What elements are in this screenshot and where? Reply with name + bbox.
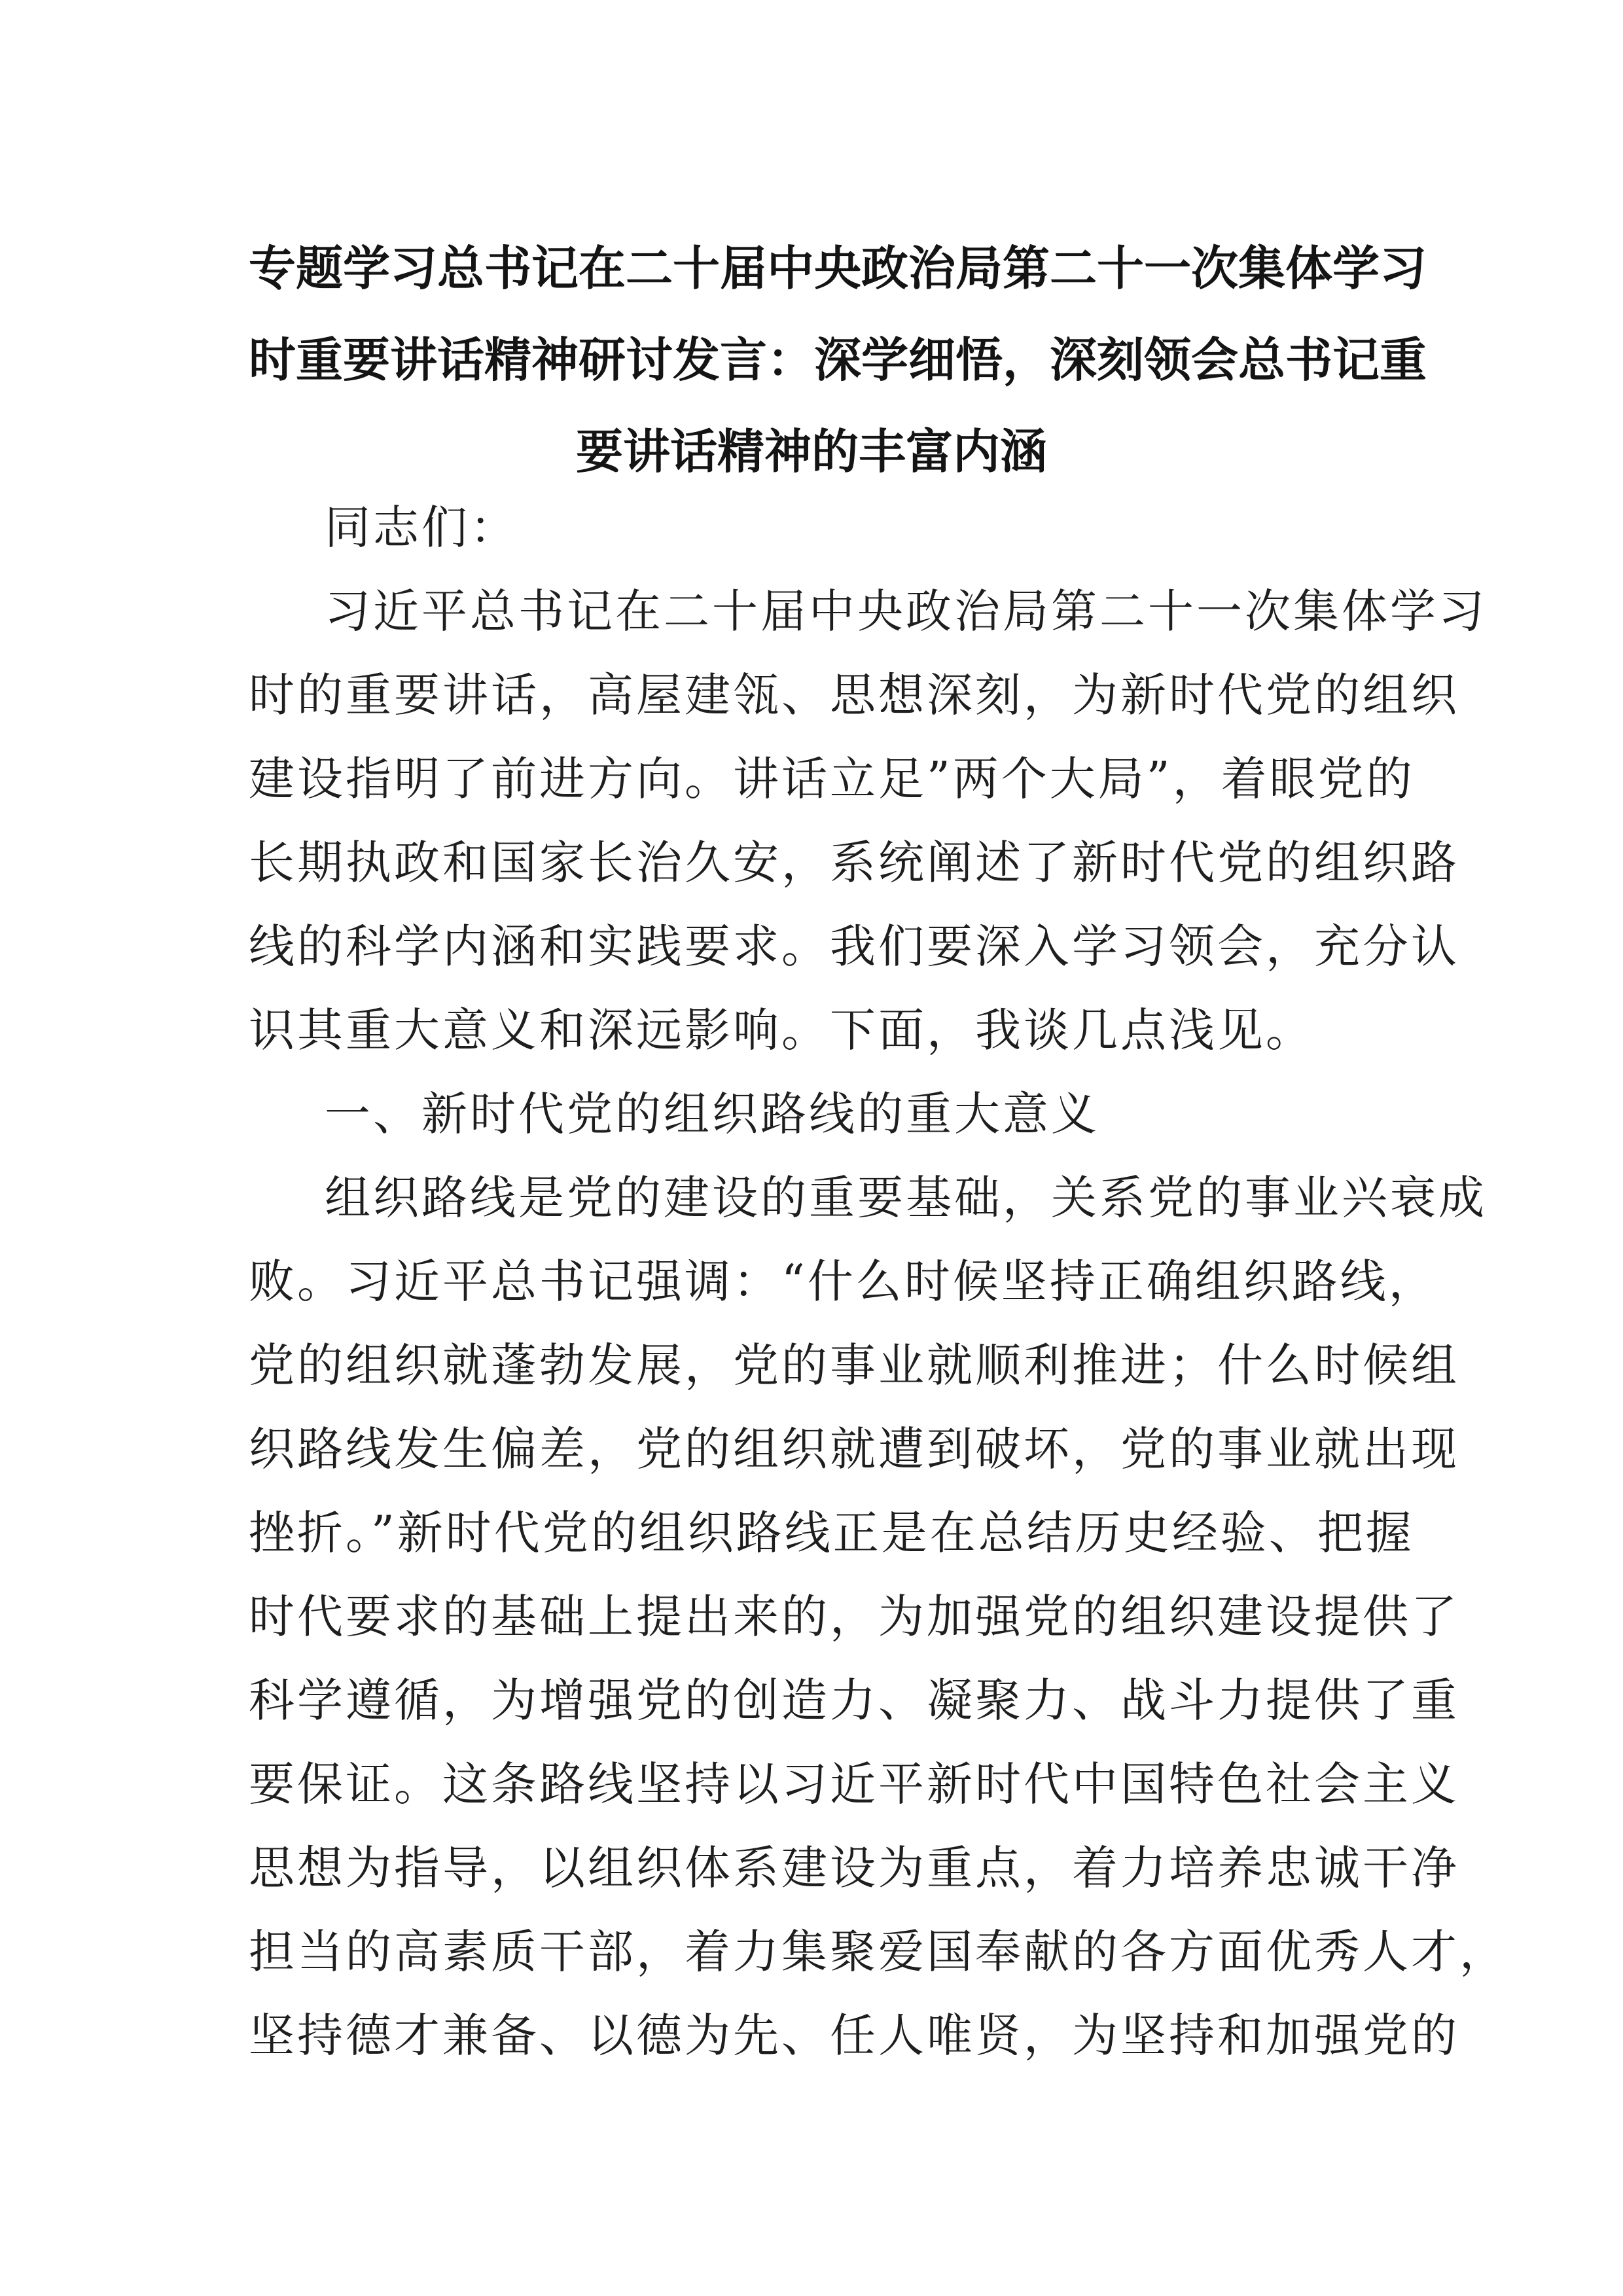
document-body: [249, 486, 1508, 2077]
body-line: 线的科学内涵和实践要求。我们要深入学习领会，充分认: [249, 920, 1459, 973]
body-line: 要保证。这条路线坚持以习近平新时代中国特色社会主义: [249, 1757, 1459, 1811]
body-line: 建设指明了前进方向。讲话立足”两个大局”，着眼党的: [249, 752, 1415, 806]
section-heading: 一、新时代党的组织路线的重大意义: [325, 1087, 1099, 1141]
title-line-2: 时重要讲话精神研讨发言：深学细悟，深刻领会总书记重: [249, 332, 1427, 387]
body-line: 坚持德才兼备、以德为先、任人唯贤，为坚持和加强党的: [249, 2009, 1459, 2062]
body-line: 败。习近平总书记强调：“什么时候坚持正确组织路线，: [249, 1255, 1437, 1308]
body-line: 组织路线是党的建设的重要基础，关系党的事业兴衰成: [325, 1171, 1487, 1225]
document-title: [249, 223, 1427, 497]
body-line: 挫折。”新时代党的组织路线正是在总结历史经验、把握: [249, 1506, 1414, 1560]
title-line-3: 要讲话精神的丰富内涵: [575, 424, 1047, 479]
body-line: 思想为指导，以组织体系建设为重点，着力培养忠诚干净: [249, 1841, 1459, 1895]
body-line: 习近平总书记在二十届中央政治局第二十一次集体学习: [325, 584, 1487, 638]
body-line: 担当的高素质干部，着力集聚爱国奉献的各方面优秀人才，: [249, 1925, 1508, 1979]
body-line: 科学遵循，为增强党的创造力、凝聚力、战斗力提供了重: [249, 1674, 1459, 1727]
body-line: 识其重大意义和深远影响。下面，我谈几点浅见。: [249, 1003, 1314, 1057]
body-line: 党的组织就蓬勃发展，党的事业就顺利推进；什么时候组: [249, 1338, 1459, 1392]
body-line: 时代要求的基础上提出来的，为加强党的组织建设提供了: [249, 1590, 1459, 1643]
salutation: 同志们：: [325, 501, 518, 554]
title-line-1: 专题学习总书记在二十届中央政治局第二十一次集体学习: [249, 241, 1427, 296]
body-line: 时的重要讲话，高屋建瓴、思想深刻，为新时代党的组织: [249, 668, 1459, 722]
body-line: 织路线发生偏差，党的组织就遭到破坏，党的事业就出现: [249, 1422, 1459, 1476]
body-line: 长期执政和国家长治久安，系统阐述了新时代党的组织路: [249, 836, 1459, 889]
